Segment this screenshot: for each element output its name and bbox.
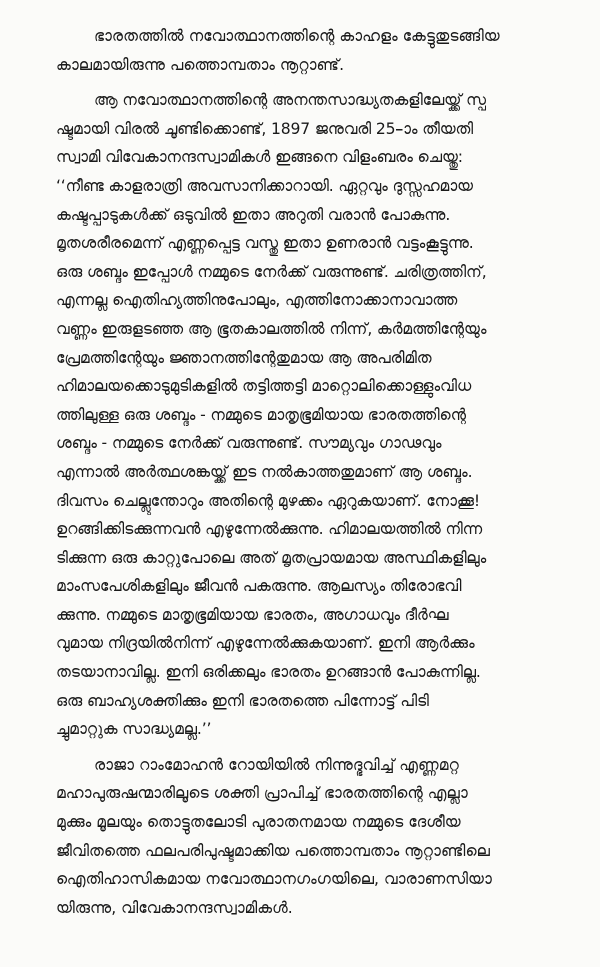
- text-line: ഉറങ്ങിക്കിടക്കുന്നവൻ എഴുന്നേൽക്കുന്നു. ഹിമാലയത്തിൽ നിന്ന: [56, 520, 483, 539]
- text-line: കാലമായിരുന്നു പത്തൊമ്പതാം നൂറ്റാണ്ട്.: [56, 55, 345, 74]
- text-line: ച്ചുമാറ്റുക സാദ്ധ്യമല്ല.’’: [56, 720, 212, 739]
- text-line: വുമായ നിദ്രയിൽനിന്ന് എഴുന്നേൽക്കുകയാണ്. ഇനി ആർക്കും: [56, 634, 475, 653]
- text-line: കഷ്ടപ്പാടുകൾക്ക് ഒടുവിൽ ഇതാ അറുതി വരാൻ പോകുന്നു.: [56, 205, 451, 224]
- text-line: എന്നാൽ അർത്ഥശങ്കയ്ക്ക് ഇട നൽകാത്തതുമാണ് ആ ശബ്ദം.: [56, 462, 473, 481]
- text-line: ഭാരതത്തിൽ നവോത്ഥാനത്തിന്റെ കാഹളം കേട്ടുതുടങ്ങിയ: [94, 27, 500, 45]
- text-line: ആ നവോത്ഥാനത്തിന്റെ അനന്തസാദ്ധ്യതകളിലേയ്ക്ക് സ്പ: [94, 91, 486, 110]
- text-line: ഐതിഹാസികമായ നവോത്ഥാനഗംഗയിലെ, വാരാണസിയാ: [56, 870, 492, 889]
- text-line: ദിവസം ചെല്ലുന്തോറും അതിന്റെ മുഴക്കം ഏറുകയാണ്. നോക്കൂ!: [56, 491, 480, 510]
- text-line: രാജാ റാംമോഹൻ റോയിയിൽ നിന്നുദ്ഭവിച്ച് എണ്ണമറ്റ: [94, 755, 459, 774]
- text-line: ഒരു ബാഹ്യശക്തിക്കും ഇനി ഭാരതത്തെ പിന്നോട്ട് പിടി: [56, 691, 429, 710]
- text-line: ടിക്കുന്ന ഒരു കാറ്റുപോലെ അത് മൃതപ്രായമായ അസ്ഥികളിലും: [56, 548, 487, 567]
- text-line: സ്വാമി വിവേകാനന്ദസ്വാമികൾ ഇങ്ങനെ വിളംബരം ചെയ്തു:: [56, 148, 463, 167]
- text-line: ക്കുന്നു. നമ്മുടെ മാതൃഭൂമിയായ ഭാരതം, അഗാധവും ദീർഘ: [56, 605, 449, 624]
- text-line: ഷ്ടമായി വിരൽ ചൂണ്ടിക്കൊണ്ട്, 1897 ജനുവരി 25–ാം തീയതി: [56, 119, 474, 138]
- text-line: മൃതശരീരമെന്ന് എണ്ണപ്പെട്ട വസ്തു ഇതാ ഉണരാൻ വട്ടംകൂട്ടുന്നു.: [56, 234, 474, 253]
- text-line: മാംസപേശികളിലും ജീവൻ പകരുന്നു. ആലസ്യം തിരോഭവി: [56, 577, 462, 596]
- text-line: തടയാനാവില്ല. ഇനി ഒരിക്കലും ഭാരതം ഉറങ്ങാൻ പോകുന്നില്ല.: [56, 663, 481, 682]
- book-page: [56, 22, 578, 929]
- text-line: ഹിമാലയക്കൊടുമുടികളിൽ തട്ടിത്തട്ടി മാറ്റൊലിക്കൊള്ളുംവിധ: [56, 377, 472, 396]
- paragraph-2: [56, 86, 578, 744]
- text-line: ശബ്ദം - നമ്മുടെ നേർക്ക് വരുന്നുണ്ട്. സൗമ്യവും ഗാഢവും: [56, 434, 442, 453]
- text-line: ഒരു ശബ്ദം ഇപ്പോൾ നമ്മുടെ നേർക്ക് വരുന്നുണ്ട്. ചരിത്രത്തിന്,: [56, 262, 487, 281]
- paragraph-3: [56, 751, 578, 923]
- text-line: മുക്കും മൂലയും തൊട്ടുതലോടി പുരാതനമായ നമ്മുടെ ദേശീയ: [56, 813, 461, 832]
- text-line: യിരുന്നു, വിവേകാനന്ദസ്വാമികൾ.: [56, 898, 293, 917]
- text-line: മഹാപുരുഷന്മാരിലൂടെ ശക്തി പ്രാപിച്ച് ഭാരതത്തിന്റെ എല്ലാ: [56, 784, 468, 803]
- text-line: ‘‘നീണ്ട കാളരാത്രി അവസാനിക്കാറായി. ഏറ്റവും ദുസ്സഹമായ: [56, 176, 473, 195]
- text-line: വണ്ണം ഇരുളടഞ്ഞ ആ ഭൂതകാലത്തിൽ നിന്ന്, കർമത്തിന്റേയും: [56, 319, 487, 338]
- paragraph-1: [56, 22, 578, 79]
- text-line: പ്രേമത്തിന്റേയും ജ്ഞാനത്തിന്റേതുമായ ആ അപരിമിത: [56, 348, 432, 367]
- text-line: ത്തിലുള്ള ഒരു ശബ്ദം - നമ്മുടെ മാതൃഭൂമിയായ ഭാരതത്തിന്റെ: [56, 405, 466, 424]
- text-line: ജീവിതത്തെ ഫലപരിപുഷ്ടമാക്കിയ പത്തൊമ്പതാം നൂറ്റാണ്ടിലെ: [56, 841, 490, 860]
- text-line: എന്നല്ല ഐതിഹ്യത്തിനുപോലും, എത്തിനോക്കാനാവാത്ത: [56, 291, 458, 310]
